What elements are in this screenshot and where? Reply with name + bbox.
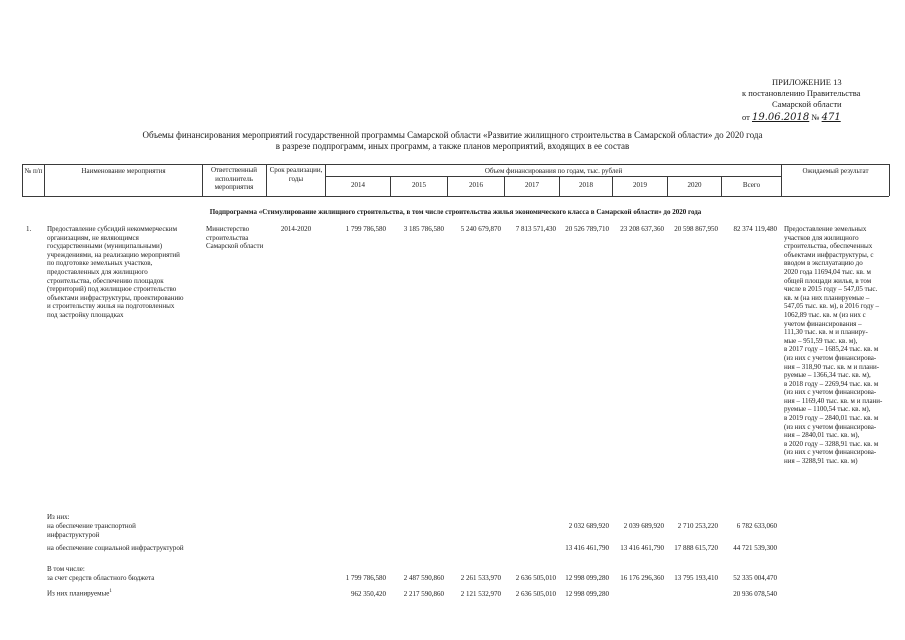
- result-line: участков для жилищного: [784, 233, 859, 242]
- result-line: в 2018 году – 2269,94 тыс. кв. м: [784, 379, 879, 388]
- result-line: 111,30 тыс. кв. м и планиру-: [784, 328, 868, 337]
- row-executor-line: Министерство: [206, 225, 250, 233]
- planned-value: 2 121 532,970: [460, 590, 501, 598]
- appendix-line-1: к постановлению Правительства: [742, 88, 861, 98]
- result-line: ния – 2840,01 тыс. кв. м),: [784, 431, 860, 440]
- transport-label-line-1: на обеспечение транспортной: [47, 522, 136, 530]
- result-line: мые – 951,59 тыс. кв. м),: [784, 336, 858, 345]
- social-value: 13 416 461,790: [620, 544, 664, 552]
- planned-value: 2 217 590,860: [403, 590, 444, 598]
- planned-value: 2 636 505,010: [515, 590, 556, 598]
- col-border: [266, 164, 267, 196]
- result-line: учетом финансирования –: [784, 319, 862, 328]
- result-line: числе в 2015 году – 547,05 тыс.: [784, 285, 878, 294]
- header-bottom-border: [22, 196, 889, 197]
- row-value: 7 813 571,430: [515, 225, 556, 233]
- document-title-line-2: в разрезе подпрограмм, иных программ, а также планов мероприятий, входящих в ее состав: [275, 141, 630, 151]
- row-value: 1 799 786,580: [345, 225, 386, 233]
- header-funding: Объем финансирования по годам, тыс. рублей: [484, 167, 623, 175]
- row-name-line: государственными (муниципальными): [47, 242, 163, 251]
- header-year: Всего: [742, 181, 761, 189]
- social-label: на обеспечение социальной инфраструктурой: [47, 544, 184, 552]
- row-name-line: организациям, не являющимся: [47, 233, 139, 242]
- row-name-line: учреждениями, на реализацию мероприятий: [47, 250, 180, 259]
- planned-value: 20 936 078,540: [733, 590, 777, 598]
- header-year: 2016: [469, 181, 483, 189]
- header-year: 2015: [412, 181, 426, 189]
- row-name-line: под застройку площадках: [47, 310, 124, 319]
- appendix-date-line: [742, 112, 841, 123]
- row-value: 3 185 786,580: [403, 225, 444, 233]
- col-border: [202, 164, 203, 196]
- row-value: 5 240 679,870: [460, 225, 501, 233]
- transport-value: 2 032 689,920: [568, 522, 609, 530]
- social-value: 44 721 539,300: [733, 544, 777, 552]
- transport-value: 2 710 253,220: [677, 522, 718, 530]
- appendix-line-2: Самарской области: [772, 99, 842, 109]
- result-line: ния – 3288,91 тыс. кв. м): [784, 457, 858, 466]
- result-line: кв. м (на них планируемые –: [784, 293, 870, 302]
- regional-budget-label: за счет средств областного бюджета: [47, 574, 155, 582]
- result-line: в 2017 году – 1685,24 тыс. кв. м: [784, 345, 879, 354]
- subprogram-title: Подпрограмма «Стимулирование жилищного строительства, в том числе строительства жилья экономического класса в Самарской области» до 2020 года: [209, 208, 702, 216]
- result-line: вводом в эксплуатацию до: [784, 259, 863, 268]
- table-top-border: [22, 164, 889, 165]
- result-line: объектами инфраструктуры, с: [784, 250, 874, 259]
- row-name-line: и строительству жилья на подготовленных: [47, 302, 175, 311]
- date-prefix: от: [742, 112, 750, 122]
- header-name: Наименование мероприятия: [81, 167, 166, 175]
- header-year: 2019: [633, 181, 647, 189]
- header-num: № п/п: [24, 167, 43, 175]
- social-value: 13 416 461,790: [565, 544, 609, 552]
- row-number: 1.: [26, 225, 32, 233]
- row-expected-result: [784, 225, 882, 466]
- years-header-border: [325, 176, 781, 177]
- row-name-line: предоставленных для жилищного: [47, 267, 148, 276]
- result-line: 2020 года 11694,04 тыс. кв. м: [784, 267, 871, 276]
- result-line: строительства, обеспеченных: [784, 242, 873, 251]
- planned-value: 12 998 099,280: [565, 590, 609, 598]
- col-border: [889, 164, 890, 196]
- handwritten-number: 471: [821, 112, 841, 123]
- header-executor: Ответственный исполнитель мероприятия: [210, 166, 258, 192]
- row-name: [47, 225, 183, 320]
- row-value: 20 526 789,710: [565, 225, 609, 233]
- row-name-line: Предоставление субсидий некоммерческим: [47, 225, 178, 233]
- regional-value: 2 636 505,010: [515, 574, 556, 582]
- row-value: 20 598 867,950: [674, 225, 718, 233]
- document-title-line-1: Объемы финансирования мероприятий государственной программы Самарской области «Развитие жилищного строительства в Самарской области» до 2020 года: [142, 130, 763, 140]
- row-name-line: (территорий) под жилищное строительство: [47, 285, 177, 294]
- planned-value: 962 350,420: [351, 590, 386, 598]
- header-result: Ожидаемый результат: [802, 167, 869, 175]
- result-line: руемые – 1366,34 тыс. кв. м),: [784, 371, 871, 380]
- transport-label-line-2: инфраструктурой: [47, 531, 100, 539]
- header-term: Срок реализации, годы: [269, 166, 323, 183]
- result-line: (из них с учетом финансирова-: [784, 388, 877, 397]
- social-value: 17 888 615,720: [674, 544, 718, 552]
- result-line: Предоставление земельных: [784, 225, 867, 233]
- number-sign: №: [811, 112, 820, 122]
- row-name-line: строительства, обеспечению площадок: [47, 276, 164, 285]
- result-line: в 2019 году – 2840,01 тыс. кв. м: [784, 414, 879, 423]
- result-line: руемые – 1100,54 тыс. кв. м),: [784, 405, 871, 414]
- row-executor-line: Самарской области: [206, 242, 264, 251]
- regional-value: 2 261 533,970: [460, 574, 501, 582]
- header-year: 2017: [525, 181, 539, 189]
- regional-value: 16 176 296,360: [620, 574, 664, 582]
- handwritten-date: 19.06.2018: [751, 112, 810, 123]
- header-year: 2018: [579, 181, 593, 189]
- result-line: общей площади жилья, в том: [784, 276, 872, 285]
- row-term: 2014-2020: [280, 225, 312, 233]
- result-line: 547,05 тыс. кв. м), в 2016 году –: [784, 302, 879, 311]
- row-value: 23 208 637,360: [620, 225, 664, 233]
- result-line: (из них с учетом финансирова-: [784, 448, 877, 457]
- result-line: (из них с учетом финансирова-: [784, 422, 877, 431]
- of-which-label: Из них:: [47, 513, 70, 521]
- regional-value: 2 487 590,860: [403, 574, 444, 582]
- row-name-line: по подготовке земельных участков,: [47, 259, 153, 268]
- result-line: в 2020 году – 3288,91 тыс. кв. м: [784, 439, 879, 448]
- regional-value: 13 795 193,410: [674, 574, 718, 582]
- regional-value: 52 335 004,470: [733, 574, 777, 582]
- regional-value: 1 799 786,580: [345, 574, 386, 582]
- row-executor: [206, 225, 263, 251]
- header-year: 2020: [687, 181, 702, 189]
- planned-label-text: Из них планируемые: [47, 589, 110, 598]
- regional-value: 12 998 099,280: [565, 574, 609, 582]
- result-line: ния – 1169,40 тыс. кв. м и плани-: [784, 396, 883, 405]
- planned-footnote-mark: 1: [109, 589, 112, 594]
- header-year: 2014: [351, 181, 365, 189]
- row-name-line: объектами инфраструктуры, проектированию: [47, 293, 184, 302]
- including-label: В том числе:: [47, 565, 85, 573]
- result-line: ния – 318,90 тыс. кв. м и плани-: [784, 362, 880, 371]
- result-line: 1062,89 тыс. кв. м (из них с: [784, 310, 866, 319]
- transport-value: 6 782 633,060: [736, 522, 777, 530]
- row-executor-line: строительства: [206, 233, 249, 242]
- appendix-title: ПРИЛОЖЕНИЕ 13: [772, 77, 842, 87]
- result-line: (из них с учетом финансирова-: [784, 353, 877, 362]
- transport-value: 2 039 689,920: [623, 522, 664, 530]
- row-value: 82 374 119,480: [733, 225, 777, 233]
- planned-label: [47, 588, 112, 598]
